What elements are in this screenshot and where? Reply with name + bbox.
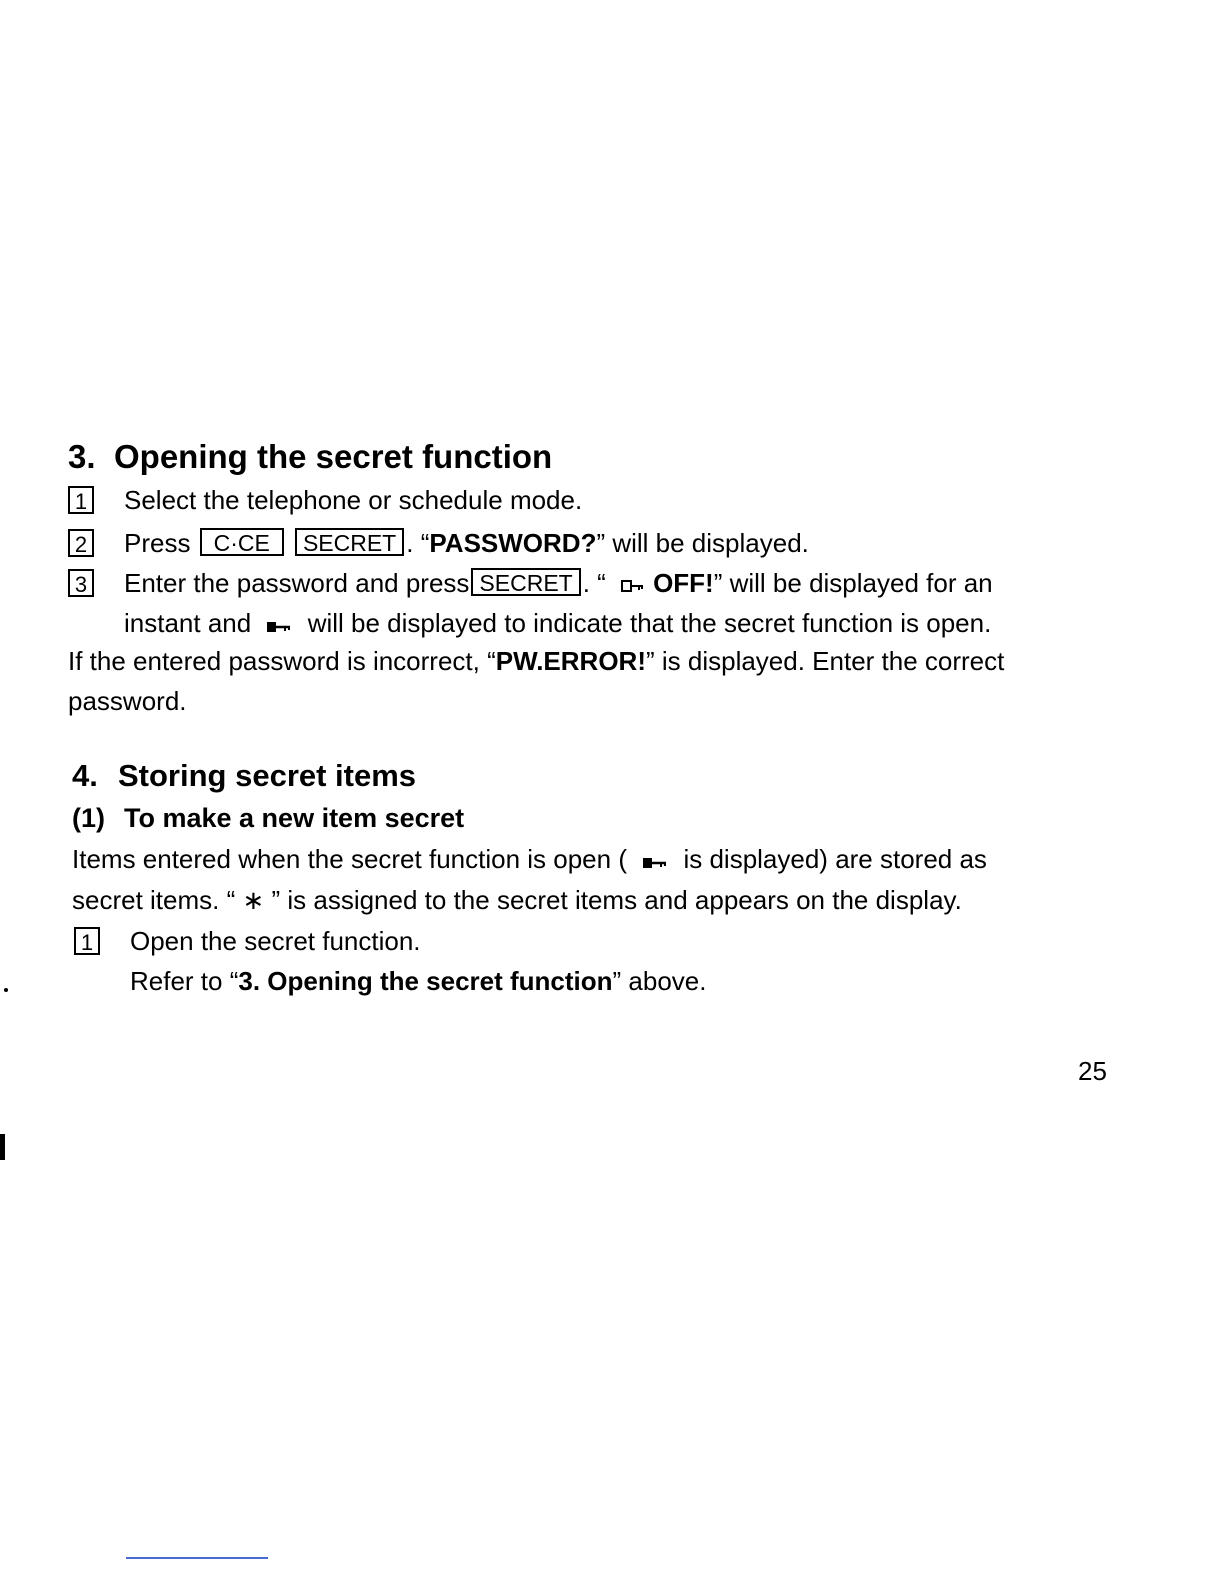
sub-number: (1) [72,803,105,833]
section-4-subheading [72,803,464,834]
pw-error-text: PW.ERROR! [495,646,646,676]
incorrect-password-note-cont [68,684,187,718]
incorrect-password-note [68,644,1004,678]
off-status-text: OFF! [653,568,714,598]
paragraph-text: Items entered when the secret function is open ( [72,844,627,874]
note-text: ” is displayed. Enter the correct [645,646,1005,676]
key-off-icon [621,568,645,602]
page-number: 25 [1078,1056,1107,1086]
scan-edge-mark [0,1134,5,1160]
step-number-box: 3 [68,569,94,597]
step-text: Enter the password and press [124,568,470,598]
section-4-title: Storing secret items [118,758,417,793]
refer-text: Refer to “ [130,966,239,996]
step-text: will be displayed to indicate that the secret function is open. [307,608,992,638]
secret-key: SECRET [471,568,580,596]
key-icon [266,608,292,642]
refer-bold-text: 3. Opening the secret function [238,966,613,996]
step-text: Press [124,528,191,558]
separator: . [406,528,414,558]
section-4-step-1 [74,924,421,958]
section-4-paragraph-line-1 [72,842,987,878]
note-text: If the entered password is incorrect, “ [68,646,496,676]
secret-key: SECRET [295,528,404,556]
refer-text: ” above. [612,966,707,996]
password-prompt-text: PASSWORD? [429,528,597,558]
paragraph-text: secret items. “ ∗ ” is assigned to the secret items and appears on the display. [72,885,962,915]
section-3-step-2 [68,526,809,560]
step-text: ” will be displayed for an [713,568,993,598]
step-number-box: 1 [74,927,100,955]
note-text: password. [68,686,187,716]
step-text: instant and [124,608,252,638]
section-3-heading [68,438,552,476]
section-4-heading [72,758,416,794]
section-3-title: Opening the secret function [114,438,553,475]
cce-key: C·CE [200,528,284,556]
paragraph-text: is displayed) are stored as [683,844,987,874]
section-3-step-3-cont [124,606,991,642]
scan-dot [4,988,8,992]
section-3-step-1 [68,483,582,517]
section-4-paragraph-line-2 [72,883,962,917]
section-4-step-1-refer [130,964,706,998]
step-text: Open the secret function. [130,926,421,956]
section-3-step-3 [68,566,993,602]
step-number-box: 2 [68,529,94,557]
sub-title: To make a new item secret [124,803,465,833]
step-text: Select the telephone or schedule mode. [124,485,583,515]
bottom-rule [126,1557,268,1559]
step-text: . “ [582,568,606,598]
quote-open: “ [420,528,430,558]
section-4-number: 4. [72,758,98,793]
step-number-box: 1 [68,486,94,514]
step-text-rest: ” will be displayed. [596,528,809,558]
key-icon [642,844,668,878]
section-3-number: 3. [68,438,96,475]
